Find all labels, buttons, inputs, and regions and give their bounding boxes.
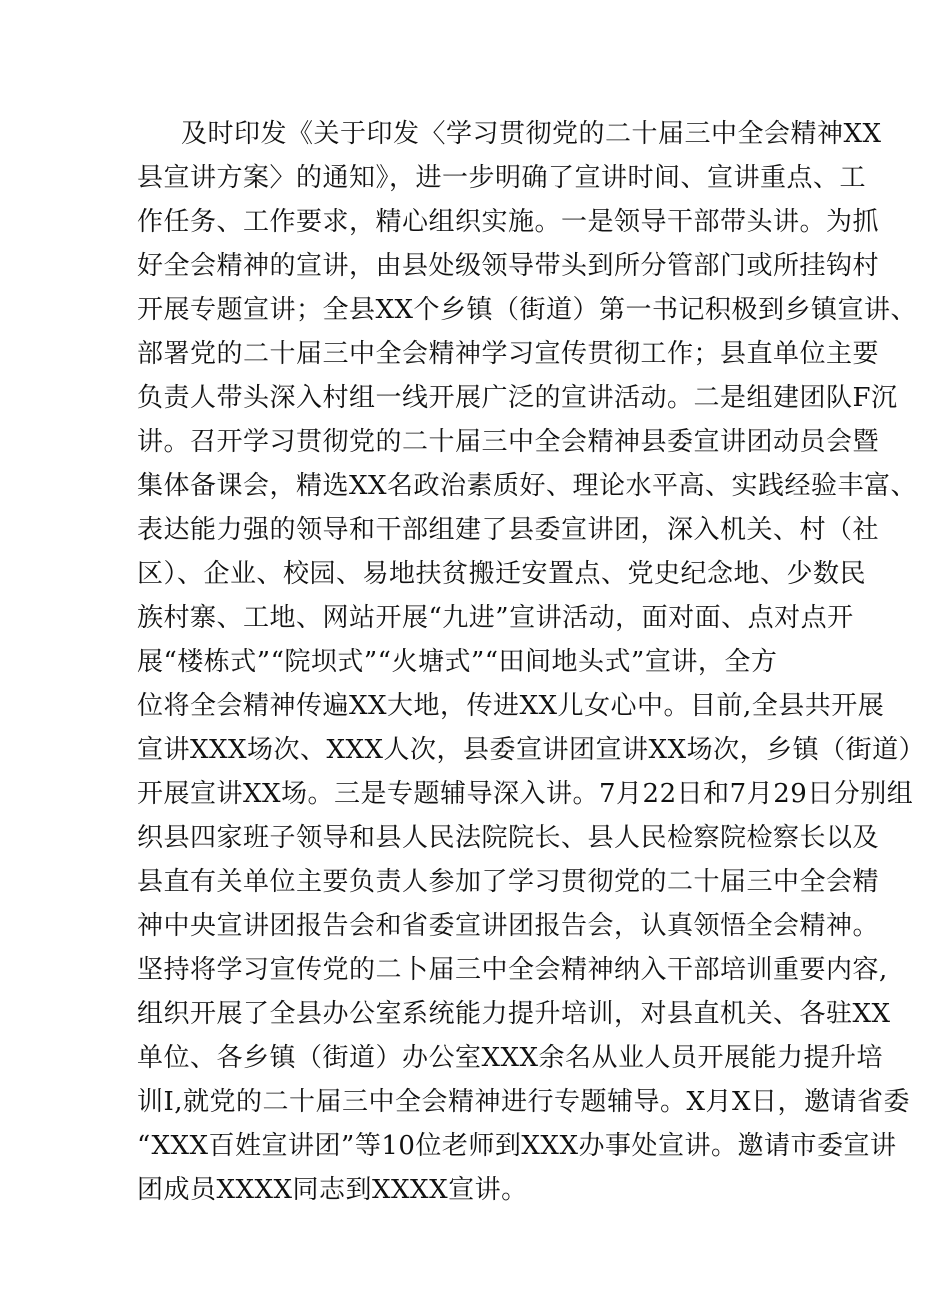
text-line: 区）、企业、校园、易地扶贫搬迁安置点、党史纪念地、少数民 xyxy=(137,559,867,589)
text-line: 织县四家班子领导和县人民法院院长、县人民检察院检察长以及 xyxy=(137,823,880,853)
text-line: 开展宣讲XX场。三是专题辅导深入讲。7月22日和7月29日分别组 xyxy=(137,779,914,809)
text-line: 好全会精神的宣讲，由县处级领导带头到所分管部门或所挂钩村 xyxy=(137,251,880,281)
text-line: 组织开展了全县办公室系统能力提升培训，对县直机关、各驻XX xyxy=(137,999,891,1029)
text-line: 坚持将学习宣传党的二卜届三中全会精神纳入干部培训重要内容, xyxy=(137,955,888,985)
text-line: 集体备课会，精选XX名政治素质好、理论水平高、实践经验丰富、 xyxy=(137,471,918,501)
text-line: 宣讲XXX场次、XXX人次，县委宣讲团宣讲XX场次，乡镇（街道） xyxy=(137,735,925,765)
text-line: 展“楼栋式”“院坝式”“火塘式”“田间地头式”宣讲，全方 xyxy=(137,647,778,677)
text-line: 及时印发《关于印发〈学习贯彻党的二十届三中全会精神XX xyxy=(181,119,882,149)
text-line: 开展专题宣讲；全县XX个乡镇（街道）第一书记积极到乡镇宣讲、 xyxy=(137,295,918,325)
text-line: “XXX百姓宣讲团”等10位老师到XXX办事处宣讲。邀请市委宣讲 xyxy=(137,1131,897,1161)
text-line: 部署党的二十届三中全会精神学习宣传贯彻工作；县直单位主要 xyxy=(137,339,880,369)
text-line: 单位、各乡镇（街道）办公室XXX余名从业人员开展能力提升培 xyxy=(137,1043,884,1073)
text-line: 负责人带头深入村组一线开展广泛的宣讲活动。二是组建团队F沉 xyxy=(137,383,898,413)
text-line: 族村寨、工地、网站开展“九进”宣讲活动，面对面、点对点开 xyxy=(137,603,854,633)
text-line: 县宣讲方案〉的通知》，进一步明确了宣讲时间、宣讲重点、工 xyxy=(137,163,867,193)
text-line: 县直有关单位主要负责人参加了学习贯彻党的二十届三中全会精 xyxy=(137,867,880,897)
text-line: 讲。召开学习贯彻党的二十届三中全会精神县委宣讲团动员会暨 xyxy=(137,427,880,457)
text-line: 作任务、工作要求，精心组织实施。一是领导干部带头讲。为抓 xyxy=(137,207,880,237)
text-line: 位将全会精神传遍XX大地，传进XX儿女心中。目前,全县共开展 xyxy=(137,691,885,721)
text-line: 团成员XXXX同志到XXXX宣讲。 xyxy=(137,1175,528,1205)
body-paragraph xyxy=(137,112,925,1212)
text-line: 神中央宣讲团报告会和省委宣讲团报告会，认真领悟全会精神。 xyxy=(137,911,880,941)
text-line: 表达能力强的领导和干部组建了县委宣讲团，深入机关、村（社 xyxy=(137,515,880,545)
text-line: 训I,就党的二十届三中全会精神进行专题辅导。X月X日，邀请省委 xyxy=(137,1087,911,1117)
